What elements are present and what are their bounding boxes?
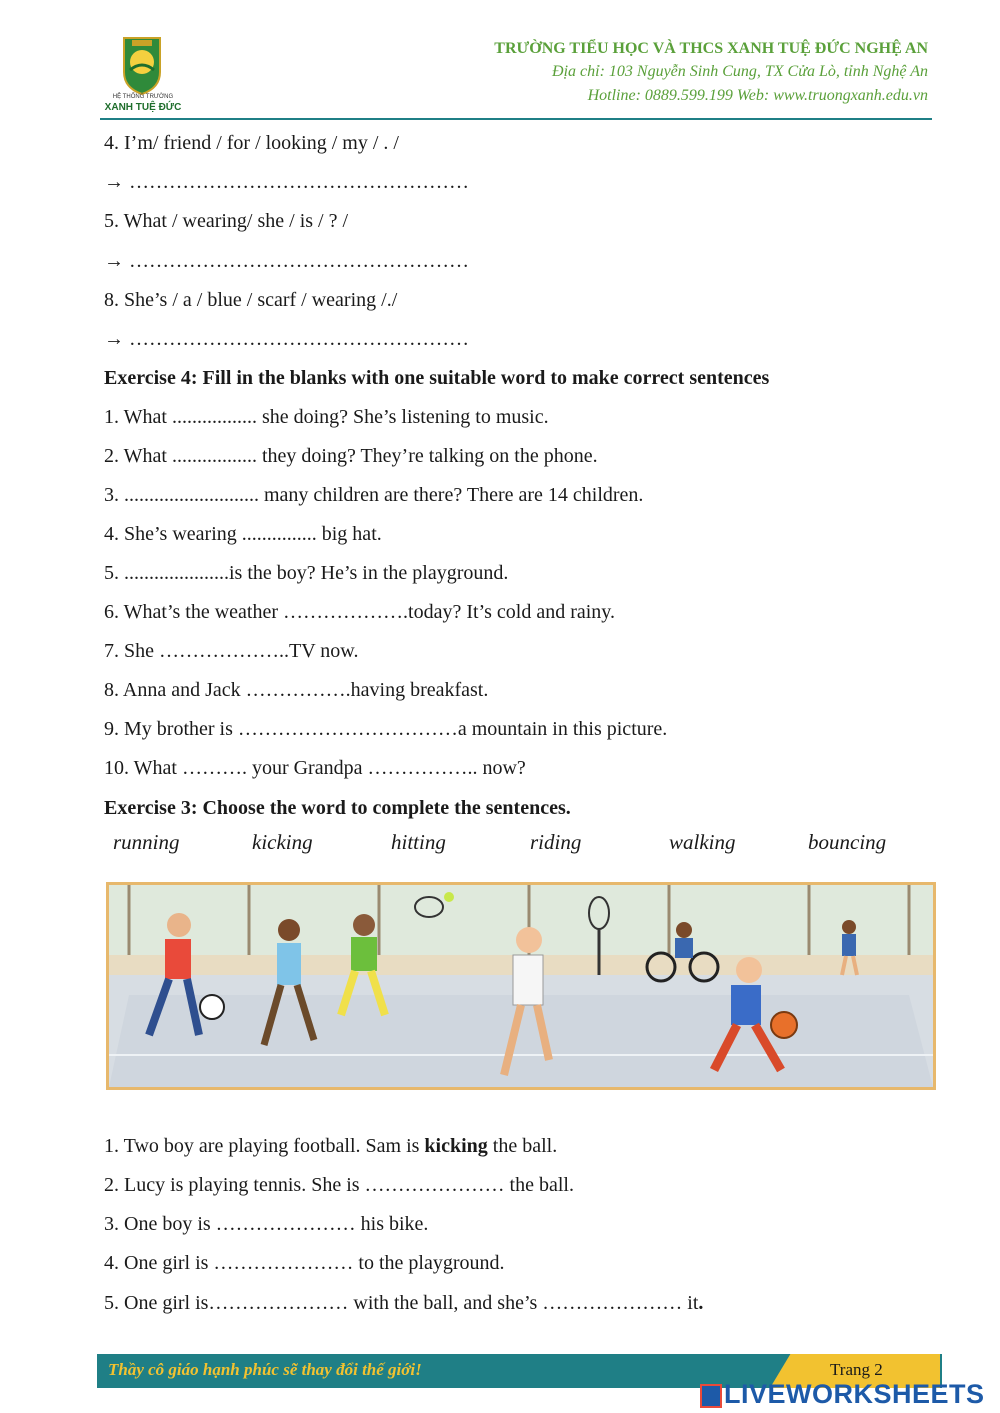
school-logo: [102, 32, 184, 116]
exercise-3-sentence-2[interactable]: 2. Lucy is playing tennis. She is ………………… the ball.: [104, 1174, 574, 1196]
exercise-4-item[interactable]: 8. Anna and Jack …………….having breakfast.: [104, 679, 489, 701]
header-divider: [100, 118, 932, 120]
word-bank-item: hitting: [391, 830, 446, 854]
sentence-5-period: .: [698, 1292, 704, 1314]
exercise-4-item[interactable]: 5. .....................is the boy? He’s in the playground.: [104, 562, 509, 584]
exercise-4-item[interactable]: 6. What’s the weather ……………….today? It’s cold and rainy.: [104, 601, 615, 623]
liveworksheets-icon: [700, 1384, 722, 1408]
exercise-3-sentence-1: [104, 1135, 557, 1158]
page-number: Trang 2: [830, 1360, 883, 1379]
exercise-3-sentence-5[interactable]: [104, 1292, 703, 1315]
exercise-4-item[interactable]: 3. ........................... many children are there? There are 14 children.: [104, 484, 644, 506]
playground-illustration: [106, 882, 936, 1090]
exercise-4-item[interactable]: 10. What ………. your Grandpa …………….. now?: [104, 757, 526, 779]
exercise-4-item[interactable]: 9. My brother is ……………………………a mountain in this picture.: [104, 718, 668, 740]
sentence-5-text[interactable]: 5. One girl is………………… with the ball, and she’s ………………… it: [104, 1292, 699, 1314]
exercise-3-sentence-4[interactable]: 4. One girl is ………………… to the playground.: [104, 1252, 505, 1274]
exercise-3-title: Exercise 3: Choose the word to complete the sentences.: [104, 797, 571, 819]
liveworksheets-brand: LIVEWORKSHEETS: [724, 1379, 985, 1409]
exercise-4-title: Exercise 4: Fill in the blanks with one suitable word to make correct sentences: [104, 367, 770, 389]
sentence-1-answer: kicking: [424, 1135, 488, 1157]
school-address: Địa chỉ: 103 Nguyễn Sinh Cung, TX Cửa Lò, tỉnh Nghệ An: [552, 63, 928, 80]
word-bank-item: running: [113, 830, 180, 854]
word-bank-item: kicking: [252, 830, 313, 854]
reorder-question-4: 4. I’m/ friend / for / looking / my / . /: [104, 132, 399, 154]
exercise-4-item[interactable]: 4. She’s wearing ............... big hat.: [104, 523, 382, 545]
logo-name-text: XANH TUỆ ĐỨC: [104, 102, 182, 113]
exercise-4-item[interactable]: 1. What ................. she doing? She’s listening to music.: [104, 406, 549, 428]
exercise-4-item[interactable]: 7. She ………………..TV now.: [104, 640, 359, 662]
word-bank-item: walking: [669, 830, 736, 854]
reorder-answer-5[interactable]: → ……………………………………………: [104, 250, 469, 272]
sentence-1-start: 1. Two boy are playing football. Sam is: [104, 1135, 425, 1157]
word-bank-item: bouncing: [808, 830, 887, 854]
liveworksheets-logo: [700, 1378, 998, 1412]
exercise-4-item[interactable]: 2. What ................. they doing? They’re talking on the phone.: [104, 445, 598, 467]
word-bank-item: riding: [530, 830, 582, 854]
reorder-answer-4[interactable]: → ……………………………………………: [104, 171, 469, 193]
reorder-question-5: 5. What / wearing/ she / is / ? /: [104, 210, 349, 232]
reorder-answer-8[interactable]: → ……………………………………………: [104, 328, 469, 350]
footer-motto: Thầy cô giáo hạnh phúc sẽ thay đổi thế giới!: [108, 1360, 422, 1379]
football-ball: [200, 995, 224, 1019]
logo-top-text: HỆ THỐNG TRƯỜNG: [112, 94, 174, 100]
reorder-question-8: 8. She’s / a / blue / scarf / wearing /./: [104, 289, 398, 311]
school-hotline: Hotline: 0889.599.199 Web: www.truongxanh.edu.vn: [587, 87, 928, 104]
sentence-1-end: the ball.: [487, 1135, 558, 1157]
basketball-ball: [771, 1012, 797, 1038]
exercise-3-sentence-3[interactable]: 3. One boy is ………………… his bike.: [104, 1213, 429, 1235]
school-name: TRƯỜNG TIỂU HỌC VÀ THCS XANH TUỆ ĐỨC NGHỆ AN: [494, 40, 928, 57]
